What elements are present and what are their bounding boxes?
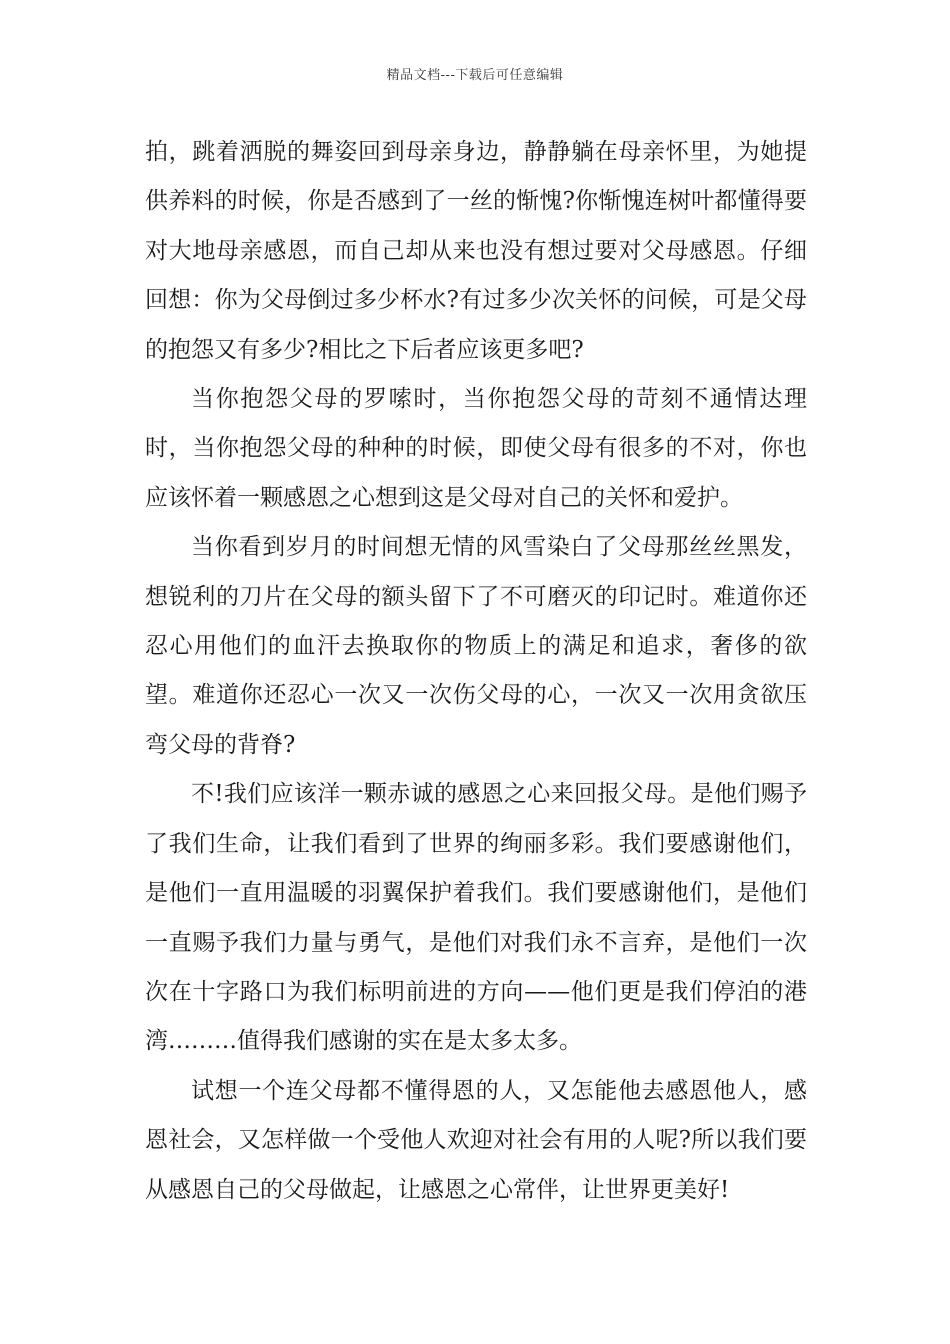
paragraph: 当你看到岁月的时间想无情的风雪染白了父母那丝丝黑发，想锐利的刀片在父母的额头留下了不可磨灭的印记时。难道你还忍心用他们的血汗去换取你的物质上的满足和追求，奢侈的欲望。难道你还忍心一次又一次伤父母的心，一次又一次用贪欲压弯父母的背脊? [145, 534, 807, 758]
page-header: 精品文档---下载后可任意编辑 [386, 68, 564, 83]
paragraph-continued: 拍，跳着洒脱的舞姿回到母亲身边，静静躺在母亲怀里，为她提供养料的时候，你是否感到了一丝的惭愧?你惭愧连树叶都懂得要对大地母亲感恩，而自己却从来也没有想过要对父母感恩。仔细回想：你为父母倒过多少杯水?有过多少次关怀的问候，可是父母的抱怨又有多少?相比之下后者应该更多吧? [145, 139, 807, 363]
paragraph: 试想一个连父母都不懂得恩的人，又怎能他去感恩他人，感恩社会，又怎样做一个受他人欢迎对社会有用的人呢?所以我们要从感恩自己的父母做起，让感恩之心常伴，让世界更美好! [145, 1077, 807, 1203]
paragraph: 当你抱怨父母的罗嗦时，当你抱怨父母的苛刻不通情达理时，当你抱怨父母的种种的时候，即使父母有很多的不对，你也应该怀着一颗感恩之心想到这是父母对自己的关怀和爱护。 [145, 386, 807, 511]
paragraph: 不!我们应该洋一颗赤诚的感恩之心来回报父母。是他们赐予了我们生命，让我们看到了世界的绚丽多彩。我们要感谢他们，是他们一直用温暖的羽翼保护着我们。我们要感谢他们，是他们一直赐予我们力量与勇气，是他们对我们永不言弃，是他们一次次在十字路口为我们标明前进的方向——他们更是我们停泊的港湾………值得我们感谢的实在是太多太多。 [145, 781, 807, 1055]
document-body [145, 128, 807, 1215]
